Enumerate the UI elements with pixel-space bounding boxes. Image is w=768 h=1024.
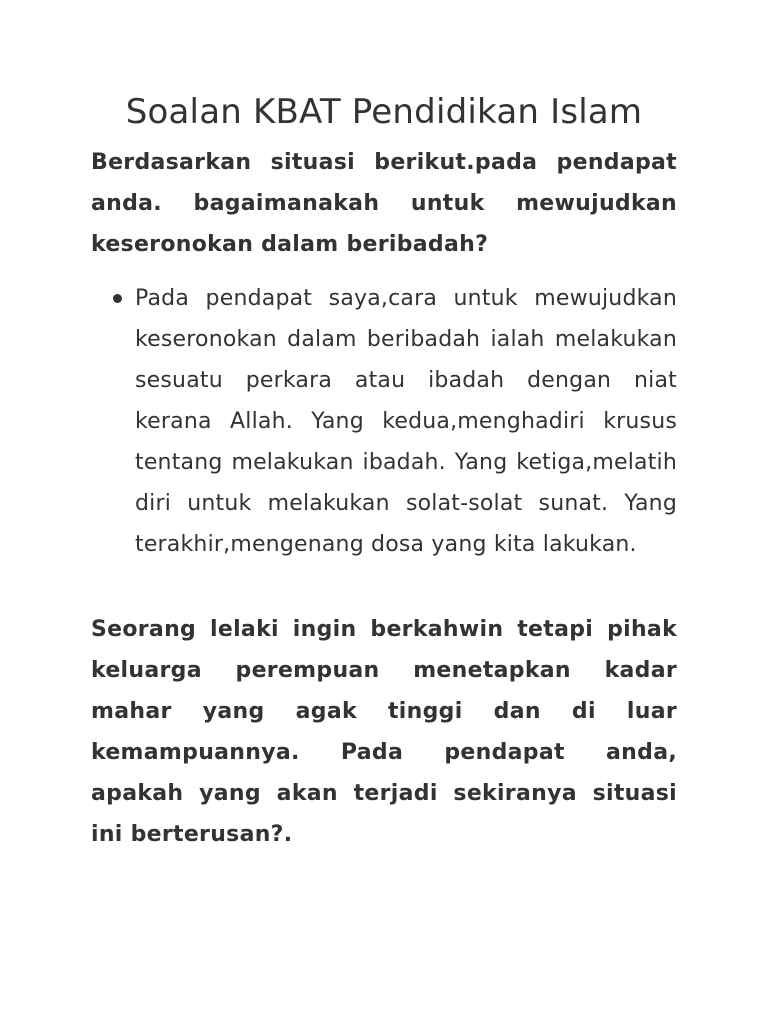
bullet-icon <box>113 294 122 303</box>
answer-item <box>135 278 677 565</box>
question-1: Berdasarkan situasi berikut.pada pendapat anda. bagaimanakah untuk mewujudkan keseronokan dalam beribadah? <box>91 150 677 257</box>
answer-text: Pada pendapat saya,cara untuk mewujudkan keseronokan dalam beribadah ialah melakukan sesuatu perkara atau ibadah dengan niat kerana Allah. Yang kedua,menghadiri krusus tentang melakukan ibadah. Yang ketiga,melatih diri untuk melakukan solat-solat sunat. Yang terakhir,mengenang dosa yang kita lakukan. <box>135 286 677 557</box>
answer-list <box>91 278 677 565</box>
question-2: Seorang lelaki ingin berkahwin tetapi pihak keluarga perempuan menetapkan kadar mahar yang agak tinggi dan di luar kemampuannya. Pada pendapat anda, apakah yang akan terjadi sekiranya situasi ini berterusan?. <box>91 617 677 847</box>
document-title: Soalan KBAT Pendidikan Islam <box>125 92 643 132</box>
